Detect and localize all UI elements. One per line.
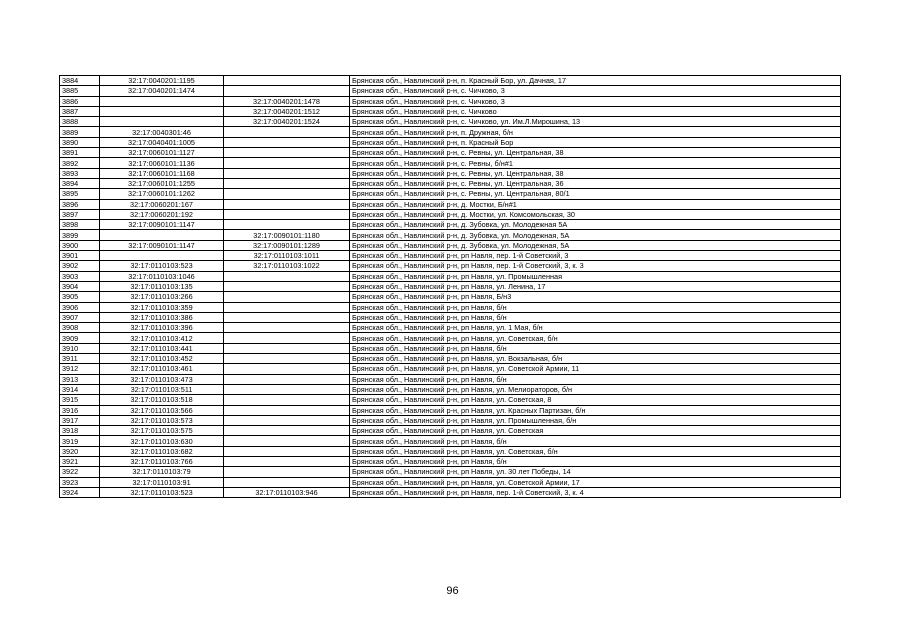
- linked-cadastral-number-cell: [224, 178, 350, 188]
- cadastral-number-cell: 32:17:0110103:386: [100, 312, 224, 322]
- address-cell: Брянская обл., Навлинский р-н, с. Чичково, 3: [350, 96, 841, 106]
- linked-cadastral-number-cell: [224, 364, 350, 374]
- cadastral-number-cell: 32:17:0110103:766: [100, 456, 224, 466]
- cadastral-number-cell: 32:17:0110103:452: [100, 354, 224, 364]
- linked-cadastral-number-cell: [224, 312, 350, 322]
- cadastral-number-cell: 32:17:0060201:192: [100, 209, 224, 219]
- row-number-cell: 3923: [60, 477, 100, 487]
- row-number-cell: 3898: [60, 220, 100, 230]
- cadastral-number-cell: 32:17:0110103:573: [100, 415, 224, 425]
- cadastral-number-cell: 32:17:0110103:461: [100, 364, 224, 374]
- address-cell: Брянская обл., Навлинский р-н, рп Навля, ул. Красных Партизан, б/н: [350, 405, 841, 415]
- linked-cadastral-number-cell: [224, 333, 350, 343]
- table-row: [60, 137, 841, 147]
- address-cell: Брянская обл., Навлинский р-н, рп Навля, ул. Советская: [350, 426, 841, 436]
- linked-cadastral-number-cell: [224, 302, 350, 312]
- cadastral-number-cell: 32:17:0040201:1195: [100, 76, 224, 86]
- table-row: [60, 261, 841, 271]
- linked-cadastral-number-cell: [224, 137, 350, 147]
- address-cell: Брянская обл., Навлинский р-н, рп Навля, ул. 30 лет Победы, 14: [350, 467, 841, 477]
- row-number-cell: 3889: [60, 127, 100, 137]
- linked-cadastral-number-cell: 32:17:0040201:1512: [224, 106, 350, 116]
- row-number-cell: 3906: [60, 302, 100, 312]
- row-number-cell: 3921: [60, 456, 100, 466]
- address-cell: Брянская обл., Навлинский р-н, рп Навля, пер. 1-й Советский, 3: [350, 251, 841, 261]
- row-number-cell: 3890: [60, 137, 100, 147]
- row-number-cell: 3922: [60, 467, 100, 477]
- table-row: [60, 415, 841, 425]
- address-cell: Брянская обл., Навлинский р-н, рп Навля, б/н: [350, 436, 841, 446]
- cadastral-number-cell: 32:17:0110103:359: [100, 302, 224, 312]
- row-number-cell: 3888: [60, 117, 100, 127]
- linked-cadastral-number-cell: [224, 76, 350, 86]
- cadastral-number-cell: 32:17:0060101:1255: [100, 178, 224, 188]
- cadastral-number-cell: 32:17:0110103:266: [100, 292, 224, 302]
- row-number-cell: 3904: [60, 281, 100, 291]
- table-row: [60, 436, 841, 446]
- row-number-cell: 3905: [60, 292, 100, 302]
- linked-cadastral-number-cell: [224, 271, 350, 281]
- address-cell: Брянская обл., Навлинский р-н, п. Красный Бор, ул. Дачная, 17: [350, 76, 841, 86]
- table-row: [60, 127, 841, 137]
- cadastral-number-cell: 32:17:0110103:441: [100, 343, 224, 353]
- table-row: [60, 199, 841, 209]
- page-number: 96: [446, 585, 459, 597]
- table-row: [60, 251, 841, 261]
- address-cell: Брянская обл., Навлинский р-н, рп Навля, пер. 1-й Советский, 3, к. 4: [350, 487, 841, 497]
- address-cell: Брянская обл., Навлинский р-н, рп Навля, ул. Советская, 8: [350, 395, 841, 405]
- address-cell: Брянская обл., Навлинский р-н, рп Навля, б/н: [350, 343, 841, 353]
- cadastral-number-cell: 32:17:0110103:511: [100, 384, 224, 394]
- address-cell: Брянская обл., Навлинский р-н, рп Навля, Б/н3: [350, 292, 841, 302]
- row-number-cell: 3899: [60, 230, 100, 240]
- address-cell: Брянская обл., Навлинский р-н, рп Навля, ул. Советская, б/н: [350, 446, 841, 456]
- linked-cadastral-number-cell: [224, 86, 350, 96]
- linked-cadastral-number-cell: [224, 384, 350, 394]
- row-number-cell: 3912: [60, 364, 100, 374]
- table-row: [60, 189, 841, 199]
- cadastral-number-cell: 32:17:0110103:682: [100, 446, 224, 456]
- cadastral-number-cell: 32:17:0040201:1474: [100, 86, 224, 96]
- cadastral-number-cell: 32:17:0110103:135: [100, 281, 224, 291]
- cadastral-number-cell: 32:17:0110103:630: [100, 436, 224, 446]
- table-row: [60, 86, 841, 96]
- cadastral-number-cell: [100, 96, 224, 106]
- row-number-cell: 3903: [60, 271, 100, 281]
- address-cell: Брянская обл., Навлинский р-н, д. Зубовка, ул. Молодежная 5А: [350, 220, 841, 230]
- cadastral-number-cell: 32:17:0110103:523: [100, 487, 224, 497]
- table-row: [60, 178, 841, 188]
- linked-cadastral-number-cell: 32:17:0040201:1524: [224, 117, 350, 127]
- table-row: [60, 158, 841, 168]
- table-row: [60, 148, 841, 158]
- linked-cadastral-number-cell: [224, 292, 350, 302]
- table-row: [60, 312, 841, 322]
- cadastral-number-cell: 32:17:0110103:396: [100, 323, 224, 333]
- address-cell: Брянская обл., Навлинский р-н, с. Ревны, ул. Центральная, 80/1: [350, 189, 841, 199]
- row-number-cell: 3897: [60, 209, 100, 219]
- table-row: [60, 456, 841, 466]
- address-cell: Брянская обл., Навлинский р-н, рп Навля, б/н: [350, 456, 841, 466]
- table-row: [60, 477, 841, 487]
- row-number-cell: 3920: [60, 446, 100, 456]
- row-number-cell: 3919: [60, 436, 100, 446]
- table-row: [60, 240, 841, 250]
- cadastral-number-cell: [100, 251, 224, 261]
- table-row: [60, 487, 841, 497]
- linked-cadastral-number-cell: [224, 354, 350, 364]
- linked-cadastral-number-cell: [224, 189, 350, 199]
- cadastral-number-cell: 32:17:0110103:1046: [100, 271, 224, 281]
- linked-cadastral-number-cell: [224, 343, 350, 353]
- cadastral-number-cell: 32:17:0110103:523: [100, 261, 224, 271]
- address-cell: Брянская обл., Навлинский р-н, с. Чичково, 3: [350, 86, 841, 96]
- row-number-cell: 3916: [60, 405, 100, 415]
- table-row: [60, 323, 841, 333]
- linked-cadastral-number-cell: 32:17:0110103:1022: [224, 261, 350, 271]
- table-row: [60, 384, 841, 394]
- row-number-cell: 3894: [60, 178, 100, 188]
- linked-cadastral-number-cell: 32:17:0040201:1478: [224, 96, 350, 106]
- cadastral-number-cell: 32:17:0090101:1147: [100, 240, 224, 250]
- address-cell: Брянская обл., Навлинский р-н, с. Чичково: [350, 106, 841, 116]
- table-row: [60, 230, 841, 240]
- row-number-cell: 3900: [60, 240, 100, 250]
- table-row: [60, 271, 841, 281]
- table-row: [60, 292, 841, 302]
- table-row: [60, 343, 841, 353]
- address-cell: Брянская обл., Навлинский р-н, п. Дружная, б/н: [350, 127, 841, 137]
- table-row: [60, 168, 841, 178]
- row-number-cell: 3907: [60, 312, 100, 322]
- row-number-cell: 3924: [60, 487, 100, 497]
- table-row: [60, 96, 841, 106]
- table-row: [60, 405, 841, 415]
- address-cell: Брянская обл., Навлинский р-н, с. Чичково, ул. Им.Л.Мирошина, 13: [350, 117, 841, 127]
- linked-cadastral-number-cell: [224, 395, 350, 405]
- linked-cadastral-number-cell: [224, 456, 350, 466]
- linked-cadastral-number-cell: [224, 467, 350, 477]
- linked-cadastral-number-cell: [224, 477, 350, 487]
- cadastral-number-cell: 32:17:0040401:1005: [100, 137, 224, 147]
- cadastral-number-cell: 32:17:0110103:412: [100, 333, 224, 343]
- address-cell: Брянская обл., Навлинский р-н, рп Навля, б/н: [350, 302, 841, 312]
- table-row: [60, 281, 841, 291]
- address-cell: Брянская обл., Навлинский р-н, д. Зубовка, ул. Молодежная, 5А: [350, 240, 841, 250]
- linked-cadastral-number-cell: [224, 199, 350, 209]
- table-row: [60, 76, 841, 86]
- cadastral-number-cell: 32:17:0110103:575: [100, 426, 224, 436]
- cadastral-number-cell: 32:17:0090101:1147: [100, 220, 224, 230]
- linked-cadastral-number-cell: 32:17:0110103:946: [224, 487, 350, 497]
- linked-cadastral-number-cell: [224, 415, 350, 425]
- cadastral-number-cell: 32:17:0060101:1127: [100, 148, 224, 158]
- cadastral-number-cell: 32:17:0110103:79: [100, 467, 224, 477]
- row-number-cell: 3910: [60, 343, 100, 353]
- linked-cadastral-number-cell: [224, 374, 350, 384]
- address-cell: Брянская обл., Навлинский р-н, рп Навля, ул. 1 Мая, б/н: [350, 323, 841, 333]
- row-number-cell: 3895: [60, 189, 100, 199]
- row-number-cell: 3896: [60, 199, 100, 209]
- address-cell: Брянская обл., Навлинский р-н, рп Навля, ул. Ленина, 17: [350, 281, 841, 291]
- row-number-cell: 3914: [60, 384, 100, 394]
- cadastral-number-cell: 32:17:0060101:1168: [100, 168, 224, 178]
- row-number-cell: 3893: [60, 168, 100, 178]
- table-row: [60, 117, 841, 127]
- table-row: [60, 426, 841, 436]
- linked-cadastral-number-cell: 32:17:0110103:1011: [224, 251, 350, 261]
- address-cell: Брянская обл., Навлинский р-н, с. Ревны, ул. Центральная, 36: [350, 178, 841, 188]
- table-body: [60, 76, 841, 498]
- address-cell: Брянская обл., Навлинский р-н, д. Мостки, ул. Комсомольская, 30: [350, 209, 841, 219]
- row-number-cell: 3885: [60, 86, 100, 96]
- cadastral-number-cell: 32:17:0060201:167: [100, 199, 224, 209]
- linked-cadastral-number-cell: [224, 168, 350, 178]
- linked-cadastral-number-cell: [224, 209, 350, 219]
- linked-cadastral-number-cell: [224, 426, 350, 436]
- table-row: [60, 209, 841, 219]
- address-cell: Брянская обл., Навлинский р-н, рп Навля, б/н: [350, 312, 841, 322]
- linked-cadastral-number-cell: [224, 405, 350, 415]
- address-cell: Брянская обл., Навлинский р-н, рп Навля, ул. Промышленная: [350, 271, 841, 281]
- table-row: [60, 467, 841, 477]
- address-cell: Брянская обл., Навлинский р-н, рп Навля, ул. Вокзальная, б/н: [350, 354, 841, 364]
- linked-cadastral-number-cell: [224, 220, 350, 230]
- address-cell: Брянская обл., Навлинский р-н, рп Навля, ул. Мелиораторов, б/н: [350, 384, 841, 394]
- cadastral-number-cell: 32:17:0060101:1136: [100, 158, 224, 168]
- table-row: [60, 302, 841, 312]
- address-cell: Брянская обл., Навлинский р-н, рп Навля, б/н: [350, 374, 841, 384]
- table-row: [60, 333, 841, 343]
- address-cell: Брянская обл., Навлинский р-н, с. Ревны, ул. Центральная, 38: [350, 148, 841, 158]
- address-cell: Брянская обл., Навлинский р-н, рп Навля, ул. Советской Армии, 17: [350, 477, 841, 487]
- table-row: [60, 106, 841, 116]
- linked-cadastral-number-cell: [224, 158, 350, 168]
- row-number-cell: 3887: [60, 106, 100, 116]
- address-cell: Брянская обл., Навлинский р-н, рп Навля, ул. Промышленная, б/н: [350, 415, 841, 425]
- row-number-cell: 3913: [60, 374, 100, 384]
- table-row: [60, 220, 841, 230]
- cadastral-number-cell: [100, 230, 224, 240]
- row-number-cell: 3911: [60, 354, 100, 364]
- linked-cadastral-number-cell: 32:17:0090101:1289: [224, 240, 350, 250]
- linked-cadastral-number-cell: [224, 281, 350, 291]
- row-number-cell: 3886: [60, 96, 100, 106]
- row-number-cell: 3915: [60, 395, 100, 405]
- table-row: [60, 395, 841, 405]
- row-number-cell: 3891: [60, 148, 100, 158]
- cadastral-number-cell: [100, 117, 224, 127]
- row-number-cell: 3909: [60, 333, 100, 343]
- cadastral-number-cell: 32:17:0060101:1262: [100, 189, 224, 199]
- address-cell: Брянская обл., Навлинский р-н, с. Ревны, ул. Центральная, 38: [350, 168, 841, 178]
- address-cell: Брянская обл., Навлинский р-н, д. Зубовка, ул. Молодежная, 5А: [350, 230, 841, 240]
- row-number-cell: 3908: [60, 323, 100, 333]
- cadastral-number-cell: 32:17:0040301:46: [100, 127, 224, 137]
- linked-cadastral-number-cell: [224, 148, 350, 158]
- table-row: [60, 446, 841, 456]
- row-number-cell: 3884: [60, 76, 100, 86]
- linked-cadastral-number-cell: 32:17:0090101:1180: [224, 230, 350, 240]
- table-row: [60, 354, 841, 364]
- row-number-cell: 3918: [60, 426, 100, 436]
- address-cell: Брянская обл., Навлинский р-н, п. Красный Бор: [350, 137, 841, 147]
- cadastral-number-cell: 32:17:0110103:518: [100, 395, 224, 405]
- address-cell: Брянская обл., Навлинский р-н, рп Навля, ул. Советской Армии, 11: [350, 364, 841, 374]
- row-number-cell: 3901: [60, 251, 100, 261]
- cadastral-number-cell: 32:17:0110103:566: [100, 405, 224, 415]
- linked-cadastral-number-cell: [224, 446, 350, 456]
- table-row: [60, 374, 841, 384]
- linked-cadastral-number-cell: [224, 323, 350, 333]
- cadastral-table: [59, 75, 841, 498]
- linked-cadastral-number-cell: [224, 436, 350, 446]
- cadastral-number-cell: 32:17:0110103:473: [100, 374, 224, 384]
- address-cell: Брянская обл., Навлинский р-н, с. Ревны, б/н#1: [350, 158, 841, 168]
- row-number-cell: 3892: [60, 158, 100, 168]
- cadastral-number-cell: [100, 106, 224, 116]
- table-row: [60, 364, 841, 374]
- address-cell: Брянская обл., Навлинский р-н, д. Мостки, Б/н#1: [350, 199, 841, 209]
- address-cell: Брянская обл., Навлинский р-н, рп Навля, ул. Советская, б/н: [350, 333, 841, 343]
- address-cell: Брянская обл., Навлинский р-н, рп Навля, пер. 1-й Советский, 3, к. 3: [350, 261, 841, 271]
- row-number-cell: 3902: [60, 261, 100, 271]
- cadastral-number-cell: 32:17:0110103:91: [100, 477, 224, 487]
- linked-cadastral-number-cell: [224, 127, 350, 137]
- row-number-cell: 3917: [60, 415, 100, 425]
